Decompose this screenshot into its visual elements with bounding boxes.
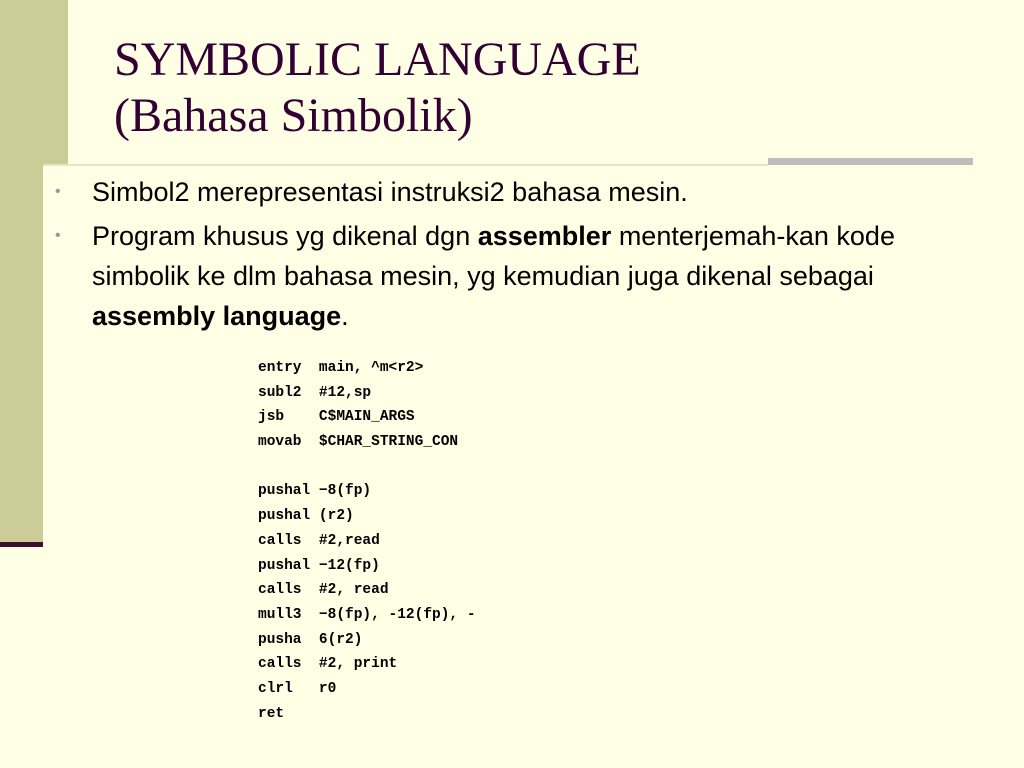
code-line: mull3 −8(fp), -12(fp), - (258, 606, 476, 623)
code-line (258, 455, 476, 480)
bullet-list (55, 172, 975, 340)
bullet-emphasis: assembler (477, 221, 612, 251)
code-line: ret (258, 705, 285, 722)
assembly-code-block (258, 356, 476, 726)
code-line: movab $CHAR_STRING_CON (258, 434, 459, 451)
slide-title-line-2: (Bahasa Simbolik) (114, 89, 473, 142)
bullet-item (55, 172, 975, 212)
title-divider-accent (768, 158, 973, 165)
code-line: pushal (r2) (258, 508, 354, 525)
code-line: pushal −8(fp) (258, 483, 372, 500)
slide-title-line-1: SYMBOLIC LANGUAGE (114, 33, 641, 86)
code-line: entry main, ^m<r2> (258, 360, 424, 376)
slide-title (114, 32, 974, 144)
bullet-text: Simbol2 merepresentasi instruksi2 bahasa mesin. (92, 177, 688, 207)
bullet-dot-icon: • (55, 183, 61, 200)
bullet-item (55, 216, 975, 336)
code-line: calls #2, read (258, 582, 389, 599)
code-line: calls #2, print (258, 656, 398, 673)
title-divider (43, 164, 768, 166)
code-line: pusha 6(r2) (258, 631, 363, 648)
bullet-emphasis: assembly language (92, 301, 342, 331)
code-line: pushal −12(fp) (258, 557, 380, 574)
left-decorative-band-top (0, 0, 68, 166)
bullet-text: . (341, 301, 349, 331)
left-accent-line (0, 542, 43, 547)
bullet-dot-icon: • (55, 227, 61, 244)
code-line: calls #2,read (258, 532, 380, 549)
code-line: jsb C$MAIN_ARGS (258, 409, 415, 426)
bullet-text: menterjemah-kan kode simbolik ke dlm bahasa mesin, yg kemudian juga dikenal sebagai (92, 221, 895, 291)
code-line: clrl r0 (258, 680, 337, 697)
left-decorative-band-bottom (0, 166, 43, 542)
bullet-text: Program khusus yg dikenal dgn (92, 221, 478, 251)
code-line: subl2 #12,sp (258, 384, 372, 401)
